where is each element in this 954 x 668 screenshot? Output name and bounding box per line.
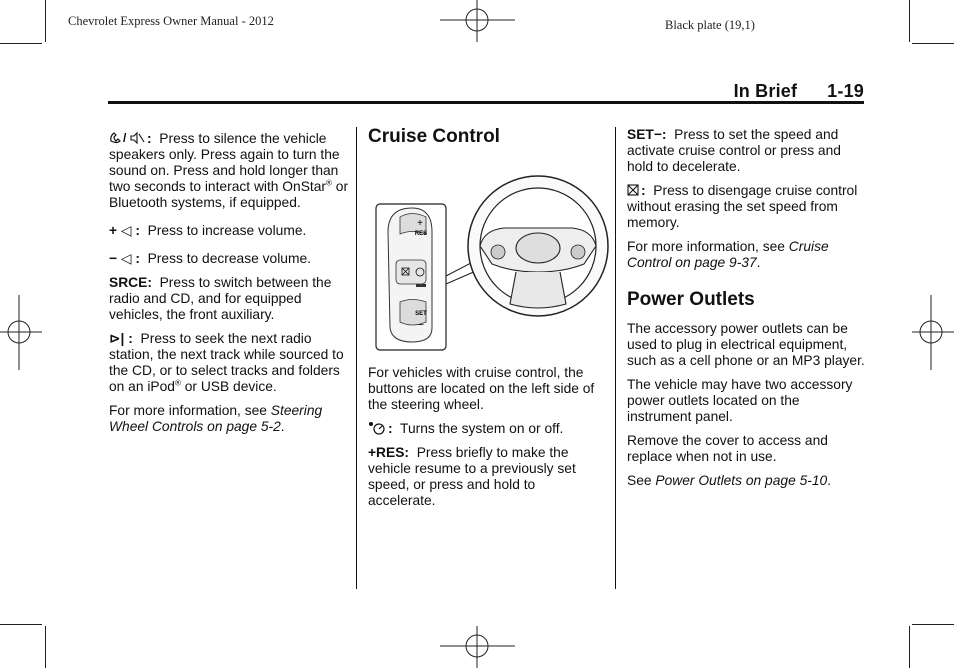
- cancel-colon: :: [641, 183, 646, 198]
- column-right: [627, 127, 867, 497]
- more-info-text: For more information, see: [627, 239, 789, 254]
- crop-mark: [45, 626, 46, 668]
- power-paragraph-2: The vehicle may have two accessory power outlets located on the instrument panel.: [627, 377, 853, 424]
- cruise-onoff-icon: [368, 421, 388, 435]
- seek-text: Press to seek the next radio station, the next track while sourced to the CD, or to select tracks and folders on an iPod: [109, 331, 344, 394]
- onoff-colon: :: [388, 421, 393, 436]
- srce-text: Press to switch between the radio and CD, and for equipped vehicles, the front auxiliary.: [109, 275, 332, 322]
- column-divider: [356, 127, 357, 589]
- figure-plus-label: +: [417, 218, 423, 229]
- phone-mute-icon: [109, 131, 147, 144]
- power-outlets-link[interactable]: Power Outlets on page 5-10: [655, 473, 828, 488]
- cancel-text: Press to disengage cruise control without erasing the set speed from memory.: [627, 183, 858, 230]
- set-paragraph: [627, 127, 867, 175]
- column-left: [109, 131, 349, 443]
- mute-colon: :: [147, 131, 152, 146]
- volume-up-paragraph: [109, 223, 349, 239]
- res-label: +RES:: [368, 445, 410, 460]
- steering-wheel-figure: [374, 172, 612, 354]
- seek-text-end: or USB device.: [180, 379, 277, 394]
- seek-paragraph: [109, 331, 349, 395]
- column-divider: [615, 127, 616, 589]
- plate-label: Black plate (19,1): [665, 18, 755, 32]
- figure-set-label: SET: [415, 311, 427, 317]
- registration-mark-bottom: [440, 626, 515, 668]
- cancel-paragraph: [627, 183, 867, 231]
- registration-mark-left: [0, 295, 42, 370]
- res-paragraph: [368, 445, 606, 509]
- power-paragraph-3: Remove the cover to access and replace when not in use.: [627, 433, 828, 464]
- onoff-paragraph: [368, 421, 606, 437]
- set-text: Press to set the speed and activate cruise control or press and hold to decelerate.: [627, 127, 841, 174]
- figure-minus-label: −: [418, 320, 424, 331]
- see-text: See: [627, 473, 656, 488]
- res-text: Press briefly to make the vehicle resume to a previously set speed, or press and hold to accelerate.: [368, 445, 576, 508]
- mute-text: Press to silence the vehicle speakers only. Press again to turn the sound on. Press and hold longer than two seconds to interact with OnStar: [109, 131, 340, 194]
- registered-mark: ®: [174, 378, 181, 388]
- mute-text-end: or Bluetooth systems, if equipped.: [109, 179, 349, 210]
- more-info-period: .: [280, 419, 285, 434]
- seek-icon: ⊳| :: [109, 331, 133, 346]
- section-name: In Brief: [733, 81, 798, 101]
- steering-controls-reference: [109, 403, 349, 435]
- power-outlets-heading: Power Outlets: [627, 289, 755, 310]
- manual-title: Chevrolet Express Owner Manual - 2012: [68, 14, 274, 28]
- mute-paragraph: [109, 131, 349, 211]
- page-number: 1-19: [827, 81, 864, 101]
- crop-mark: [0, 43, 42, 44]
- cruise-cancel-icon: [627, 184, 641, 196]
- registration-mark-right: [912, 295, 954, 370]
- more-info-period: .: [756, 255, 761, 270]
- registration-mark-top: [440, 0, 515, 42]
- more-info-text: For more information, see: [109, 403, 271, 418]
- crop-mark: [909, 626, 910, 668]
- crop-mark: [45, 0, 46, 42]
- see-period: .: [827, 473, 832, 488]
- header-rule: [108, 101, 864, 104]
- power-paragraph-1: The accessory power outlets can be used to plug in electrical equipment, such as a cell phone or an MP3 player.: [627, 321, 865, 368]
- svg-text:/: /: [123, 131, 127, 144]
- cruise-reference: [627, 239, 867, 271]
- srce-paragraph: [109, 275, 349, 323]
- onoff-text: Turns the system on or off.: [400, 421, 564, 436]
- srce-label: SRCE:: [109, 275, 152, 290]
- crop-mark: [0, 624, 42, 625]
- section-heading: [734, 81, 864, 102]
- registered-mark: ®: [326, 178, 332, 188]
- volume-down-text: Press to decrease volume.: [147, 251, 311, 266]
- cruise-intro: For vehicles with cruise control, the buttons are located on the left side of the steering wheel.: [368, 365, 595, 412]
- crop-mark: [912, 43, 954, 44]
- steering-controls-link[interactable]: Steering Wheel Controls on page 5-2: [109, 403, 323, 434]
- power-reference: [627, 473, 867, 489]
- cruise-control-heading: Cruise Control: [368, 126, 500, 147]
- volume-down-paragraph: [109, 251, 349, 267]
- column-middle: [368, 365, 606, 517]
- figure-res-label: RES: [414, 231, 428, 237]
- volume-up-text: Press to increase volume.: [147, 223, 307, 238]
- crop-mark: [909, 0, 910, 42]
- crop-mark: [912, 624, 954, 625]
- set-label: SET−:: [627, 127, 667, 142]
- volume-down-icon: − ◁ :: [109, 251, 140, 266]
- volume-up-icon: + ◁ :: [109, 223, 140, 238]
- cruise-control-link[interactable]: Cruise Control on page 9-37: [627, 239, 829, 270]
